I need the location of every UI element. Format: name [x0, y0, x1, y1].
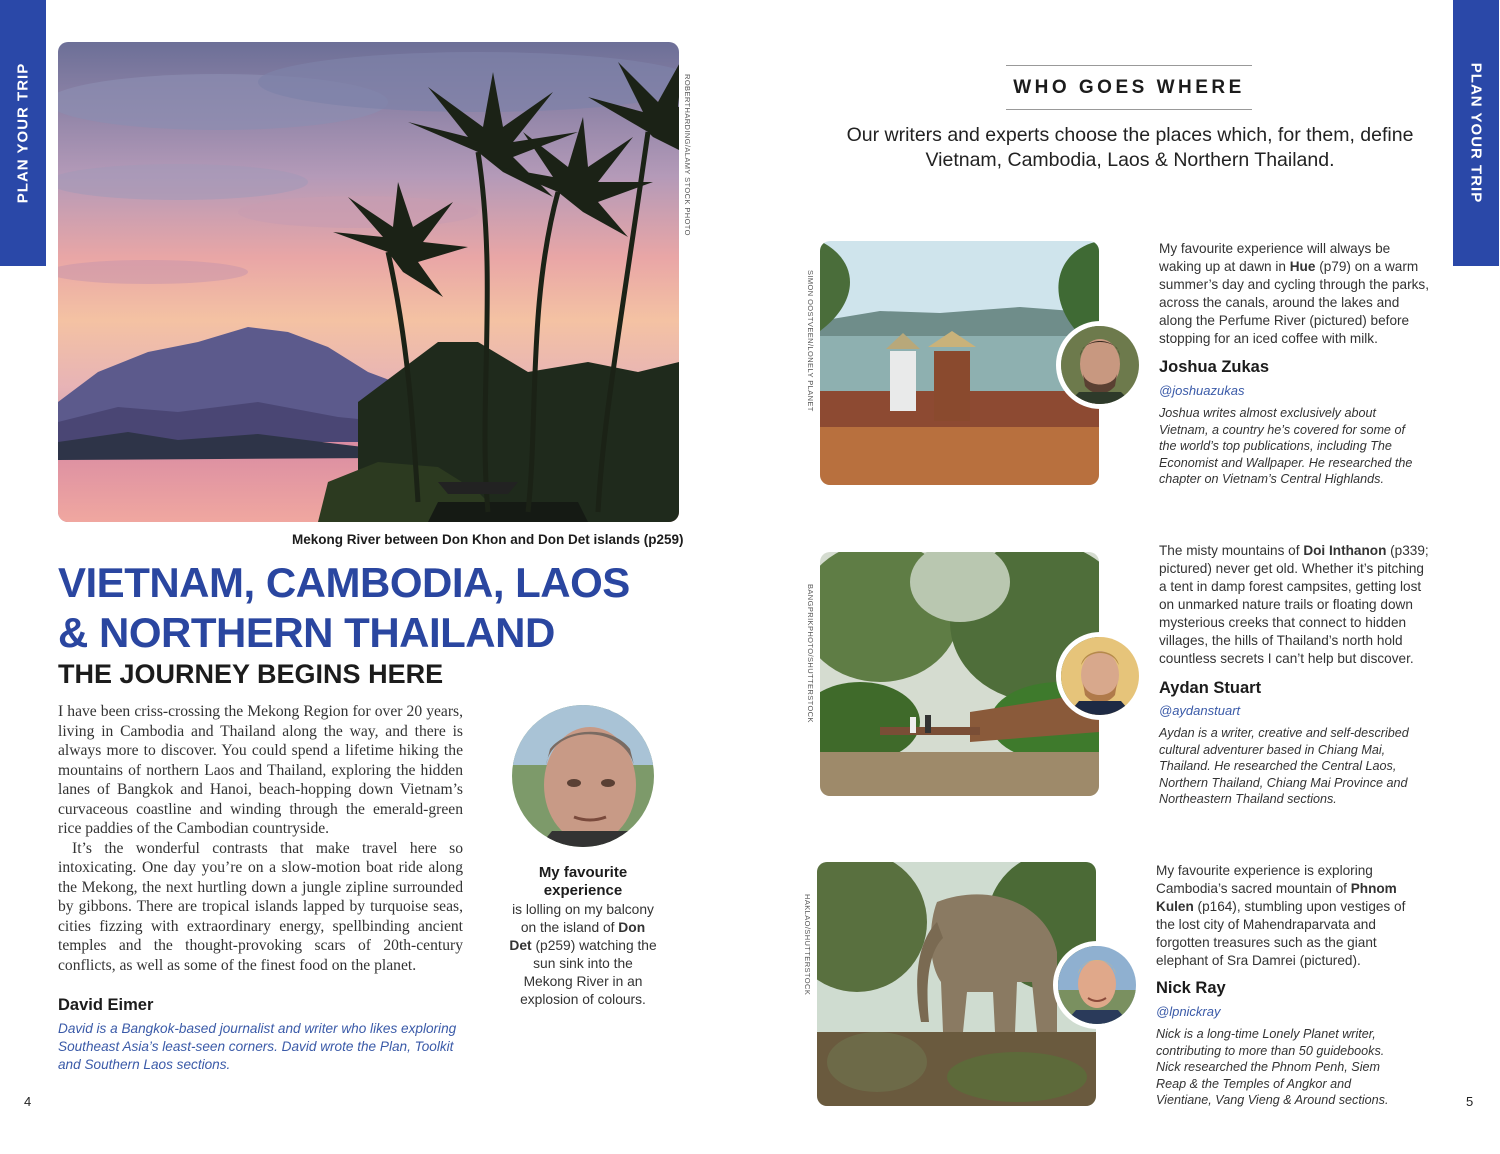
- writer-handle[interactable]: @joshuazukas: [1159, 383, 1245, 398]
- favourite-text-after: (p259) watching the sun sink into the Mekong River in an explosion of colours.: [520, 938, 657, 1007]
- side-tab-label: PLAN YOUR TRIP: [1467, 62, 1485, 204]
- side-tab-label: PLAN YOUR TRIP: [14, 62, 32, 204]
- favourite-text: [508, 901, 658, 1009]
- author-name: David Eimer: [58, 996, 154, 1014]
- writer-blurb: [1159, 542, 1434, 668]
- side-tab-right: [1453, 0, 1499, 266]
- intro-paragraph: It’s the wonderful contrasts that make travel here so intoxicating. One day you’re on a slow-motion boat ride along the Mekong, the next hurtling down a jungle zipline surrounded by gibbons. There are tropical islands lapped by turquoise seas, cities fizzing with extraordinary energy, spellbinding ancient temples and the thought-provoking scars of 20th-century conflicts, as well as some of the finest food on the planet.: [58, 839, 463, 974]
- writer-avatar-joshua: [1056, 321, 1144, 409]
- writer-name: Joshua Zukas: [1159, 358, 1270, 376]
- hero-photo-credit: ROBERTHARDING/ALAMY STOCK PHOTO: [683, 74, 692, 236]
- writer-photo-credit: SIMON OOSTVEEN/LONELY PLANET: [806, 270, 815, 412]
- page-title-line1: VIETNAM, CAMBODIA, LAOS: [58, 559, 630, 606]
- favourite-heading: My favourite experience: [538, 864, 628, 899]
- writer-blurb: [1159, 240, 1429, 348]
- hero-photo: [58, 42, 679, 522]
- favourite-place: Don Det: [509, 920, 646, 953]
- writer-handle[interactable]: @lpnickray: [1156, 1004, 1221, 1019]
- section-title: WHO GOES WHERE: [1013, 77, 1245, 98]
- writer-blurb-place: Doi Inthanon: [1303, 543, 1387, 558]
- favourite-text-before: is lolling on my balcony on the island of: [512, 902, 654, 935]
- writer-blurb-after: (p164), stumbling upon vestiges of the lost city of Mahendraparvata and forgotten treasures such as the giant elephant of Sra Damrei (pictured).: [1156, 899, 1406, 968]
- writer-blurb-after: (p339; pictured) never get old. Whether it’s pitching a tent in damp forest campsites, getting lost on unmarked nature trails or floating down mysterious creeks that connect to hidden villages, the hills of Thailand’s north hold countless secrets I can’t help but discover.: [1159, 543, 1429, 666]
- page-title-line2: & NORTHERN THAILAND: [58, 609, 555, 656]
- writer-avatar-nick: [1053, 941, 1141, 1029]
- writer-blurb-before: The misty mountains of: [1159, 543, 1304, 558]
- writer-name: Aydan Stuart: [1159, 679, 1262, 697]
- page-number-left: 4: [24, 1094, 32, 1109]
- writer-handle[interactable]: @aydanstuart: [1159, 703, 1241, 718]
- writer-blurb-before: My favourite experience will always be waking up at dawn in: [1159, 241, 1391, 274]
- writer-photo-credit: BANGPRIKPHOTO/SHUTTERSTOCK: [806, 584, 815, 723]
- writer-bio: Aydan is a writer, creative and self-described cultural adventurer based in Chiang Mai, Thailand. He researched the Central Laos, Northern Thailand, Chiang Mai Province and Northeastern Thailand sections.: [1159, 726, 1409, 807]
- intro-paragraph: I have been criss-crossing the Mekong Region for over 20 years, living in Cambodia and Thailand along the way, and there is always more to discover. You could spend a lifetime hiking the mountains of northern Laos and Thailand, exploring the hidden lanes of Bangkok and Hanoi, beach-hopping down Vietnam’s curvaceous coastline and winding through the emerald-green rice paddies of the Cambodian countryside.: [58, 703, 463, 837]
- writer-bio: Nick is a long-time Lonely Planet writer, contributing to more than 50 guidebooks. Nick researched the Phnom Penh, Siem Reap & the Temples of Angkor and Vientiane, Vang Vieng & Around sections.: [1156, 1027, 1389, 1108]
- writer-blurb-place: Phnom Kulen: [1156, 881, 1397, 914]
- section-rule-top: [1006, 65, 1252, 66]
- writer-blurb: [1156, 862, 1406, 970]
- side-tab-left: [0, 0, 46, 266]
- writer-blurb-before: My favourite experience is exploring Cambodia’s sacred mountain of: [1156, 863, 1373, 896]
- hero-caption: Mekong River between Don Khon and Don Det islands (p259): [292, 532, 684, 547]
- writer-blurb-after: (p79) on a warm summer’s day and cycling through the parks, across the canals, around the lakes and along the Perfume River (pictured) before stopping for an iced coffee with milk.: [1159, 259, 1429, 346]
- writer-avatar-aydan: [1056, 632, 1144, 720]
- author-bio: David is a Bangkok-based journalist and writer who likes exploring Southeast Asia’s least-seen corners. David wrote the Plan, Toolkit and Southern Laos sections.: [58, 1021, 457, 1072]
- writer-name: Nick Ray: [1156, 979, 1226, 997]
- section-intro: Our writers and experts choose the places which, for them, define Vietnam, Cambodia, Laos & Northern Thailand.: [846, 124, 1414, 171]
- page-number-right: 5: [1466, 1094, 1474, 1109]
- intro-text: [58, 702, 463, 975]
- author-avatar-david: [508, 701, 658, 851]
- writer-photo-credit: HAKLAO/SHUTTERSTOCK: [803, 894, 812, 996]
- page-subtitle: THE JOURNEY BEGINS HERE: [58, 659, 444, 689]
- writer-bio: Joshua writes almost exclusively about Vietnam, a country he’s covered for some of the world’s top publications, including The Economist and Wallpaper. He researched the chapter on Vietnam’s Central Highlands.: [1159, 406, 1413, 487]
- writer-blurb-place: Hue: [1289, 259, 1316, 274]
- section-rule-bottom: [1006, 109, 1252, 110]
- sunset-palms-illustration: [58, 42, 679, 522]
